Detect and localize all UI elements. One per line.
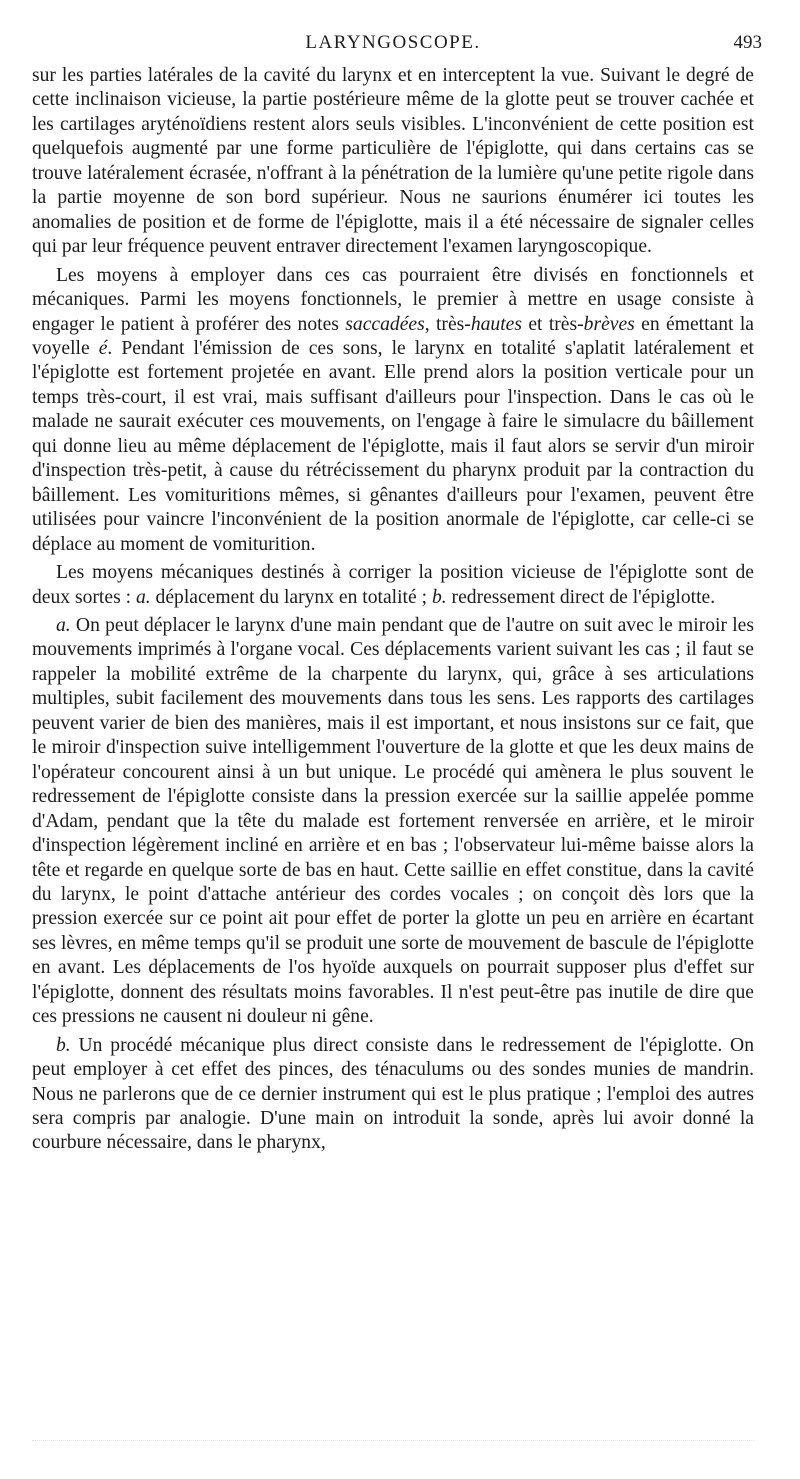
- italic-term: saccadées: [345, 313, 425, 335]
- italic-term: b.: [431, 586, 447, 608]
- book-page: [32, 28, 762, 1156]
- text-run: en émettant la voyelle: [32, 313, 754, 359]
- paragraph-epiglottis-anomalies: sur les parties latérales de la cavité du larynx et en interceptent la vue. Suivant le degré de cette inclinaison vicieuse, la partie postérieure même de la glotte peut se trouver cachée et les cartilages aryténoïdiens restent alors seuls visibles. L'inconvénient de cette position est quelquefois augmenté par une forme particulière de l'épiglotte, qui dans certains cas se trouve latéralement écrasée, n'offrant à la pénétration de la lumière qu'une petite rigole dans la partie moyenne de son bord supérieur. Nous ne saurions énumérer ici toutes les anomalies de position et de forme de l'épiglotte, mais il a été nécessaire de signaler celles qui par leur fréquence peuvent entraver directement l'examen laryngoscopique.: [32, 65, 754, 258]
- scan-noise-line: [32, 1440, 754, 1445]
- text-run: Les moyens à employer dans ces cas pourraient être divisés en fonctionnels et mécaniques. Parmi les moyens fonctionnels, le premier à mettre en usage consiste à engager le patient à proférer des notes: [32, 264, 754, 335]
- text-run: , très-: [424, 313, 471, 335]
- text-run: . Pendant l'émission de ces sons, le larynx en totalité s'aplatit latéralement et l'épiglotte est fortement projetée en avant. Elle prend alors la position verticale pour un temps très-court, il est vrai, mais suffisant d'ailleurs pour l'inspection. Dans le cas où le malade ne saurait exécuter ces mouvements, on l'engage à faire le simulacre du bâillement qui donne lieu au même déplacement de l'épiglotte, mais il faut alors se servir d'un miroir d'inspection très-petit, à cause du rétrécissement du pharynx produit par la contraction du bâillement. Les vomituritions mêmes, si gênantes d'ailleurs pour l'examen, peuvent être utilisées pour vaincre l'inconvénient de la position anormale de l'épiglotte, car celle-ci se déplace au moment de vomiturition.: [32, 337, 754, 555]
- italic-term: é: [98, 337, 108, 359]
- italic-term: a.: [135, 586, 151, 608]
- paragraph-functional-means: [32, 264, 754, 557]
- paragraph-mechanical-means: [32, 561, 754, 610]
- italic-term: brèves: [583, 313, 635, 335]
- text-run: et très-: [521, 313, 584, 335]
- italic-term: a.: [56, 614, 71, 636]
- paragraph-direct-straightening: [32, 1034, 754, 1156]
- text-run: redressement direct de l'épiglotte.: [446, 586, 716, 608]
- running-title: LARYNGOSCOPE.: [305, 32, 481, 53]
- text-run: Un procédé mécanique plus direct consiste dans le redressement de l'épiglotte. On peut employer à cet effet des pinces, des ténaculums ou des sondes munies de mandrin. Nous ne parlerons que de ce dernier instrument qui est le plus pratique ; l'emploi des autres sera compris par analogie. D'une main on introduit la sonde, après lui avoir donné la courbure nécessaire, dans le pharynx,: [32, 1034, 754, 1154]
- text-run: Les moyens mécaniques destinés à corriger la position vicieuse de l'épiglotte sont de deux sortes :: [32, 562, 754, 608]
- italic-term: b.: [56, 1034, 71, 1056]
- paragraph-larynx-displacement: [32, 614, 754, 1030]
- text-run: déplacement du larynx en totalité ;: [150, 586, 432, 608]
- running-head: [32, 28, 762, 64]
- text-run: On peut déplacer le larynx d'une main pendant que de l'autre on suit avec le miroir les mouvements imprimés à l'organe vocal. Ces déplacements varient suivant les cas ; il faut se rappeler la mobilité extrême de la charpente du larynx, qui, grâce à ses articulations multiples, subit facilement des mouvements dans tous les sens. Les rapports des cartilages peuvent varier de bien des manières, mais il est important, et nous insistons sur ce fait, que le miroir d'inspection suive intelligemment l'ouverture de la glotte et que les deux mains de l'opérateur concourent ainsi à un but unique. Le procédé qui amènera le plus souvent le redressement de l'épiglotte consiste dans la pression exercée sur la saillie appelée pomme d'Adam, pendant que la tête du malade est fortement renversée en arrière, et le miroir d'inspection légèrement incliné en arrière et en bas ; l'observateur lui-même baisse alors la tête et regarde en quelque sorte de bas en haut. Cette saillie en effet constitue, dans la cavité du larynx, le point d'attache antérieur des cordes vocales ; on conçoit dès lors que la pression exercée sur ce point ait pour effet de porter la glotte un peu en arrière en écartant ses lèvres, en même temps qu'il se produit une sorte de mouvement de bascule de l'épiglotte en avant. Les déplacements de l'os hyoïde auxquels on pourrait supposer plus d'effet sur l'épiglotte, donnent des résultats moins favorables. Il n'est peut-être pas inutile de dire que ces pressions ne causent ni douleur ni gêne.: [32, 614, 754, 1028]
- italic-term: hautes: [470, 313, 522, 335]
- page-number: 493: [733, 32, 762, 53]
